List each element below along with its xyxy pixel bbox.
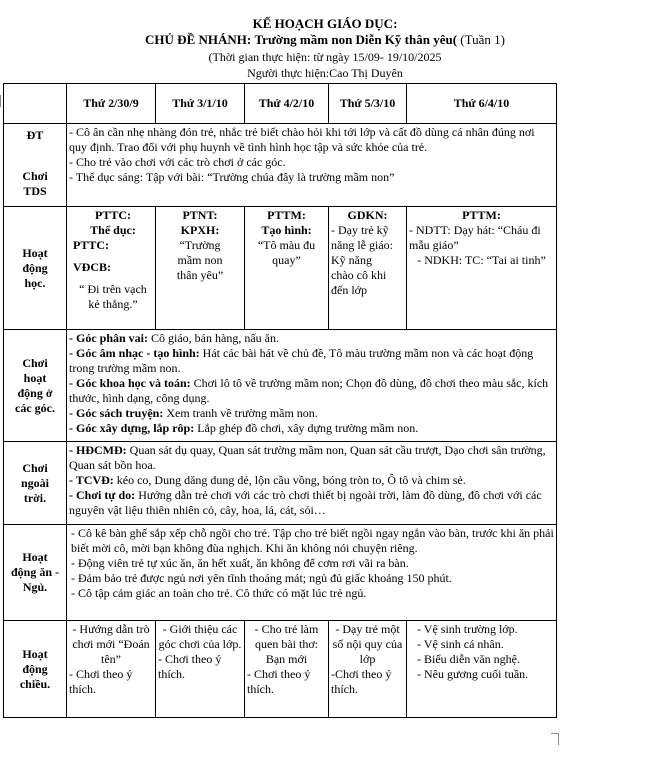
activity-cell [329, 621, 407, 718]
list-item [69, 443, 554, 473]
day-header: Thứ 4/2/10 [245, 84, 329, 124]
row-don-tre [4, 124, 557, 207]
activity-cell [245, 207, 329, 330]
cell-text: - Dạy trẻ một số nội quy của lớp [332, 622, 403, 666]
plan-table [3, 83, 557, 718]
row-label [4, 442, 67, 525]
item-title: - Góc âm nhạc - tạo hình: [69, 346, 200, 360]
item-title: - Góc xây dựng, lắp rôp: [69, 421, 195, 435]
item-text: Hướng dẫn trẻ chơi với các trò chơi thiết bị ngoài trời, làm đồ dùng, đồ chơi với các nguyên vật liệu thiên nhiên cỏ, cây, hoa, lá, cát, sỏi… [69, 488, 542, 517]
row-label [4, 525, 67, 621]
row-hoat-dong-hoc [4, 207, 557, 330]
cell-text: KPXH: [180, 223, 220, 237]
cell-text: - Cho trẻ làm quen bài thơ: Bạn mới [254, 622, 319, 666]
list-item [69, 473, 554, 488]
text-line: - Cô ân cần nhẹ nhàng đón trẻ, nhắc trẻ biết chào hỏi khi tới lớp và cất đồ dùng cá nhân đúng nơi quy định. Trao đổi với phụ huynh về tình hình học tập và sức khỏe của trẻ. [69, 125, 535, 154]
row-label-text: Hoạt động ăn - Ngủ. [10, 550, 60, 594]
list-item: - Đảm bảo trẻ được ngủ nơi yên tĩnh thoáng mát; ngủ đủ giấc khoảng 150 phút. [71, 571, 452, 585]
list-item: - Động viên trẻ tự xúc ăn, ăn hết xuất, ăn không để cơm rơi vãi ra bàn. [71, 556, 409, 570]
row-choi-ngoai-troi [4, 442, 557, 525]
item-text: Chơi lô tô về trường mầm non; Chọn đồ dùng, đồ chơi theo màu sắc, kích thước, hình dạng, công dụng. [69, 376, 549, 405]
topic-label: CHỦ ĐỀ NHÁNH: [145, 32, 252, 47]
cell-text: - NDTT: Dạy hát: “Cháu đi mẫu giáo” [409, 223, 541, 252]
list-item [69, 406, 554, 421]
item-text: Quan sát dụ quay, Quan sát trường mầm non, Quan sát cầu trượt, Dạo chơi sân trường, Quan sát bồn hoa. [69, 443, 546, 472]
cell-text: - Giới thiệu các góc chơi của lớp. [158, 622, 242, 651]
activity-cell [67, 621, 156, 718]
item-title: - Góc sách truyện: [69, 406, 164, 420]
item-title: - Góc khoa học và toán: [69, 376, 191, 390]
list-item [69, 331, 554, 346]
activity-cell [407, 207, 557, 330]
row-content [67, 124, 557, 207]
item-text: Hát các bài hát về chủ đề, Tô màu trường mầm non và các hoạt động trong trường mầm non. [69, 346, 534, 375]
item-text: kéo co, Dung dăng dung dẻ, lộn cầu vồng, bóng tròn to, Ô tô và chim sẻ. [113, 473, 466, 487]
cell-text: GDKN: [347, 208, 388, 222]
cell-text: - Chơi theo ý thích. [158, 652, 222, 681]
row-content [67, 442, 557, 525]
list-item: - Cô kê bàn ghế sắp xếp chỗ ngồi cho trẻ. Tập cho trẻ biết ngồi ngay ngắn vào bàn, trước khi ăn phải biết mời cô, mời bạn không đùa nghịch. Khi ăn không nói chuyện riêng. [71, 526, 554, 555]
item-title: - Chơi tự do: [69, 488, 136, 502]
day-header: Thứ 2/30/9 [67, 84, 156, 124]
cell-text: “ Đi trên vạch kẻ thẳng.” [79, 282, 147, 311]
row-label [4, 621, 67, 718]
item-title: - Góc phân vai: [69, 331, 149, 345]
row-label-text: Hoạt động học. [22, 245, 48, 290]
cell-text: Thể dục: [90, 223, 136, 237]
margin-mark [0, 95, 1, 107]
cell-text: - Biểu diễn văn nghệ. [417, 652, 520, 666]
activity-cell [156, 207, 245, 330]
person-line: Người thực hiện:Cao Thị Duyên [247, 66, 403, 80]
cell-text: - Dạy trẻ kỹ năng lễ giáo: Kỹ năng chào cô khi đến lớp [331, 223, 393, 297]
time-line: (Thời gian thực hiện: từ ngày 15/09- 19/10/2025 [208, 50, 442, 64]
day-header: Thứ 6/4/10 [407, 84, 557, 124]
row-label [4, 124, 67, 207]
cell-text: “Trường mầm non thân yêu” [176, 238, 224, 282]
activity-cell [407, 621, 557, 718]
cell-text: PTTM: [267, 208, 306, 222]
cell-text: PTTM: [462, 208, 501, 222]
cell-text: - Chơi theo ý thích. [69, 667, 133, 696]
cell-text: PTNT: [182, 208, 218, 222]
corner-cell [4, 84, 67, 124]
topic-line [0, 32, 650, 48]
row-content [67, 525, 557, 621]
row-label-text: Hoạt động chiều. [19, 646, 51, 691]
row-content [67, 330, 557, 442]
cell-text: - Nêu gương cuối tuần. [417, 667, 529, 681]
item-text: Xem tranh về trường mầm non. [163, 406, 318, 420]
row-label [4, 207, 67, 330]
activity-cell [156, 621, 245, 718]
item-text: Lắp ghép đồ chơi, xây dựng trường mầm non. [194, 421, 419, 435]
text-line: - Thể dục sáng: Tập với bài: “Trường chúa đây là trường mầm non” [69, 170, 395, 184]
row-label-dt: ĐT [26, 128, 44, 142]
day-header-row [4, 84, 557, 124]
row-hoat-dong-chieu [4, 621, 557, 718]
cell-text: -Chơi theo ý thích. [331, 667, 392, 696]
item-title: - TCVĐ: [69, 473, 114, 487]
margin-mark [558, 733, 559, 745]
list-item [69, 346, 554, 376]
list-item [69, 376, 554, 406]
activity-cell [245, 621, 329, 718]
row-label-tds: Chơi TDS [22, 169, 48, 198]
item-title: - HĐCMĐ: [69, 443, 127, 457]
cell-text: - Chơi theo ý thích. [247, 667, 311, 696]
row-label-text: Chơi ngoài trời. [20, 460, 49, 505]
list-item [69, 488, 554, 518]
cell-text: - Vệ sinh cá nhân. [417, 637, 504, 651]
cell-text: PTTC: [95, 208, 131, 222]
list-item [69, 421, 554, 436]
row-an-ngu [4, 525, 557, 621]
cell-text: PTTC: [73, 238, 109, 252]
cell-text: - Vệ sinh trường lớp. [417, 622, 518, 636]
text-line: - Cho trẻ vào chơi với các trò chơi ở các góc. [69, 155, 286, 169]
margin-mark [551, 733, 559, 734]
topic-name: Trường mầm non Diễn Kỹ thân yêu( [254, 32, 458, 47]
document-title: KẾ HOẠCH GIÁO DỤC: [252, 16, 398, 31]
day-header: Thứ 5/3/10 [329, 84, 407, 124]
day-header: Thứ 3/1/10 [156, 84, 245, 124]
item-text: Cô giáo, bán hàng, nấu ăn. [148, 331, 279, 345]
cell-text: “Tô màu đu quay” [257, 238, 316, 267]
cell-text: - NDKH: TC: “Tai ai tinh” [417, 253, 546, 267]
row-hoat-dong-goc [4, 330, 557, 442]
cell-text: VĐCB: [73, 260, 111, 274]
row-label-text: Chơi hoạt động ở các góc. [15, 355, 55, 415]
activity-cell [329, 207, 407, 330]
cell-text: Tạo hình: [261, 223, 312, 237]
activity-cell [67, 207, 156, 330]
topic-week: (Tuần 1) [457, 32, 505, 47]
cell-text: - Hướng dẫn trò chơi mới “Đoán tên” [72, 622, 150, 666]
list-item: - Cô tập cảm giác an toàn cho trẻ. Cô thức có mặt lúc trẻ ngủ. [71, 586, 367, 600]
row-label [4, 330, 67, 442]
